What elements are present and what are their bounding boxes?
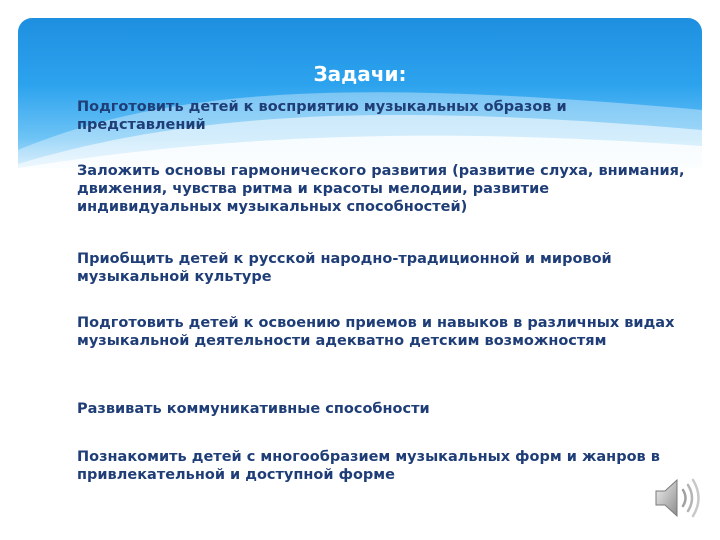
header-banner — [18, 18, 702, 168]
speaker-icon[interactable] — [652, 474, 704, 522]
task-item: Заложить основы гармонического развития (развитие слуха, внимания, движения, чувства ритма и красоты мелодии, развитие индивидуальных музыкальных способностей) — [77, 163, 685, 215]
task-item: Подготовить детей к освоению приемов и навыков в различных видах музыкальной деятельности адекватно детским возможностям — [77, 315, 675, 349]
wave-decoration — [18, 18, 702, 168]
task-item: Подготовить детей к восприятию музыкальных образов и представлений — [77, 99, 567, 133]
task-item: Развивать коммуникативные способности — [77, 401, 430, 417]
task-item: Познакомить детей с многообразием музыкальных форм и жанров в привлекательной и доступной форме — [77, 449, 660, 483]
slide-title: Задачи: — [313, 62, 407, 86]
task-item: Приобщить детей к русской народно-традиционной и мировой музыкальной культуре — [77, 251, 612, 285]
